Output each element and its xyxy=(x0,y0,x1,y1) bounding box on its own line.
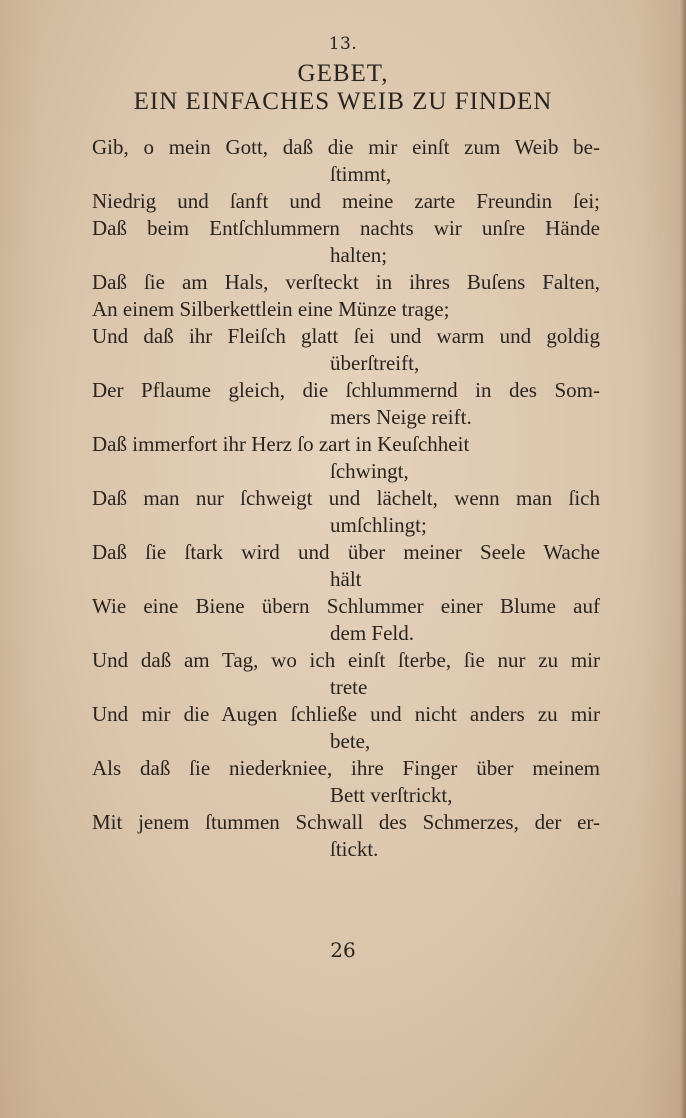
poem-line-continuation: überſtreift, xyxy=(330,351,420,375)
poem-line: Und daß am Tag, wo ich einſt ſterbe, ſie nur zu mir xyxy=(92,648,600,672)
poem-title-line-1: GEBET, xyxy=(297,60,389,87)
poem-line-continuation: hält xyxy=(330,567,362,591)
poem-line: Daß man nur ſchweigt und lächelt, wenn man ſich xyxy=(92,486,600,510)
poem-line-continuation: bete, xyxy=(330,729,371,753)
poem-line: Der Pflaume gleich, die ſchlummernd in des Som- xyxy=(92,378,600,402)
poem-line-continuation: halten; xyxy=(330,243,388,267)
poem-line: Niedrig und ſanft und meine zarte Freundin ſei; xyxy=(92,189,600,213)
poem-line: Und mir die Augen ſchließe und nicht anders zu mir xyxy=(92,702,600,726)
poem-line-continuation: trete xyxy=(330,675,368,699)
poem-line: Als daß ſie niederkniee, ihre Finger über meinem xyxy=(92,756,600,780)
poem-line-continuation: mers Neige reift. xyxy=(330,405,472,429)
poem-line-continuation: umſchlingt; xyxy=(330,513,427,537)
poem-line-continuation: ſtickt. xyxy=(330,837,379,861)
poem-line: Daß ſie am Hals, verſteckt in ihres Buſens Falten, xyxy=(92,270,600,294)
poem-body xyxy=(92,134,612,863)
poem-line-continuation: ſtimmt, xyxy=(330,162,392,186)
poem-line-continuation: Bett verſtrickt, xyxy=(330,783,453,807)
poem-line: Mit jenem ſtummen Schwall des Schmerzes, der er- xyxy=(92,810,600,834)
poem-line: Daß ſie ſtark wird und über meiner Seele Wache xyxy=(92,540,600,564)
poem-line: An einem Silberkettlein eine Münze trage; xyxy=(92,297,450,321)
page-number: 26 xyxy=(330,938,356,962)
poem-title-line-2: EIN EINFACHES WEIB ZU FINDEN xyxy=(133,88,553,115)
poem-line: Daß beim Entſchlummern nachts wir unſre Hände xyxy=(92,216,600,240)
poem-number: 13. xyxy=(328,34,358,54)
poem-line-continuation: dem Feld. xyxy=(330,621,414,645)
poem-line: Gib, o mein Gott, daß die mir einſt zum Weib be- xyxy=(92,135,600,159)
poem-line: Und daß ihr Fleiſch glatt ſei und warm und goldig xyxy=(92,324,600,348)
poem-line-continuation: ſchwingt, xyxy=(330,459,409,483)
poem-line: Wie eine Biene übern Schlummer einer Blume auf xyxy=(92,594,600,618)
poem-line: Daß immerfort ihr Herz ſo zart in Keuſchheit xyxy=(92,432,470,456)
